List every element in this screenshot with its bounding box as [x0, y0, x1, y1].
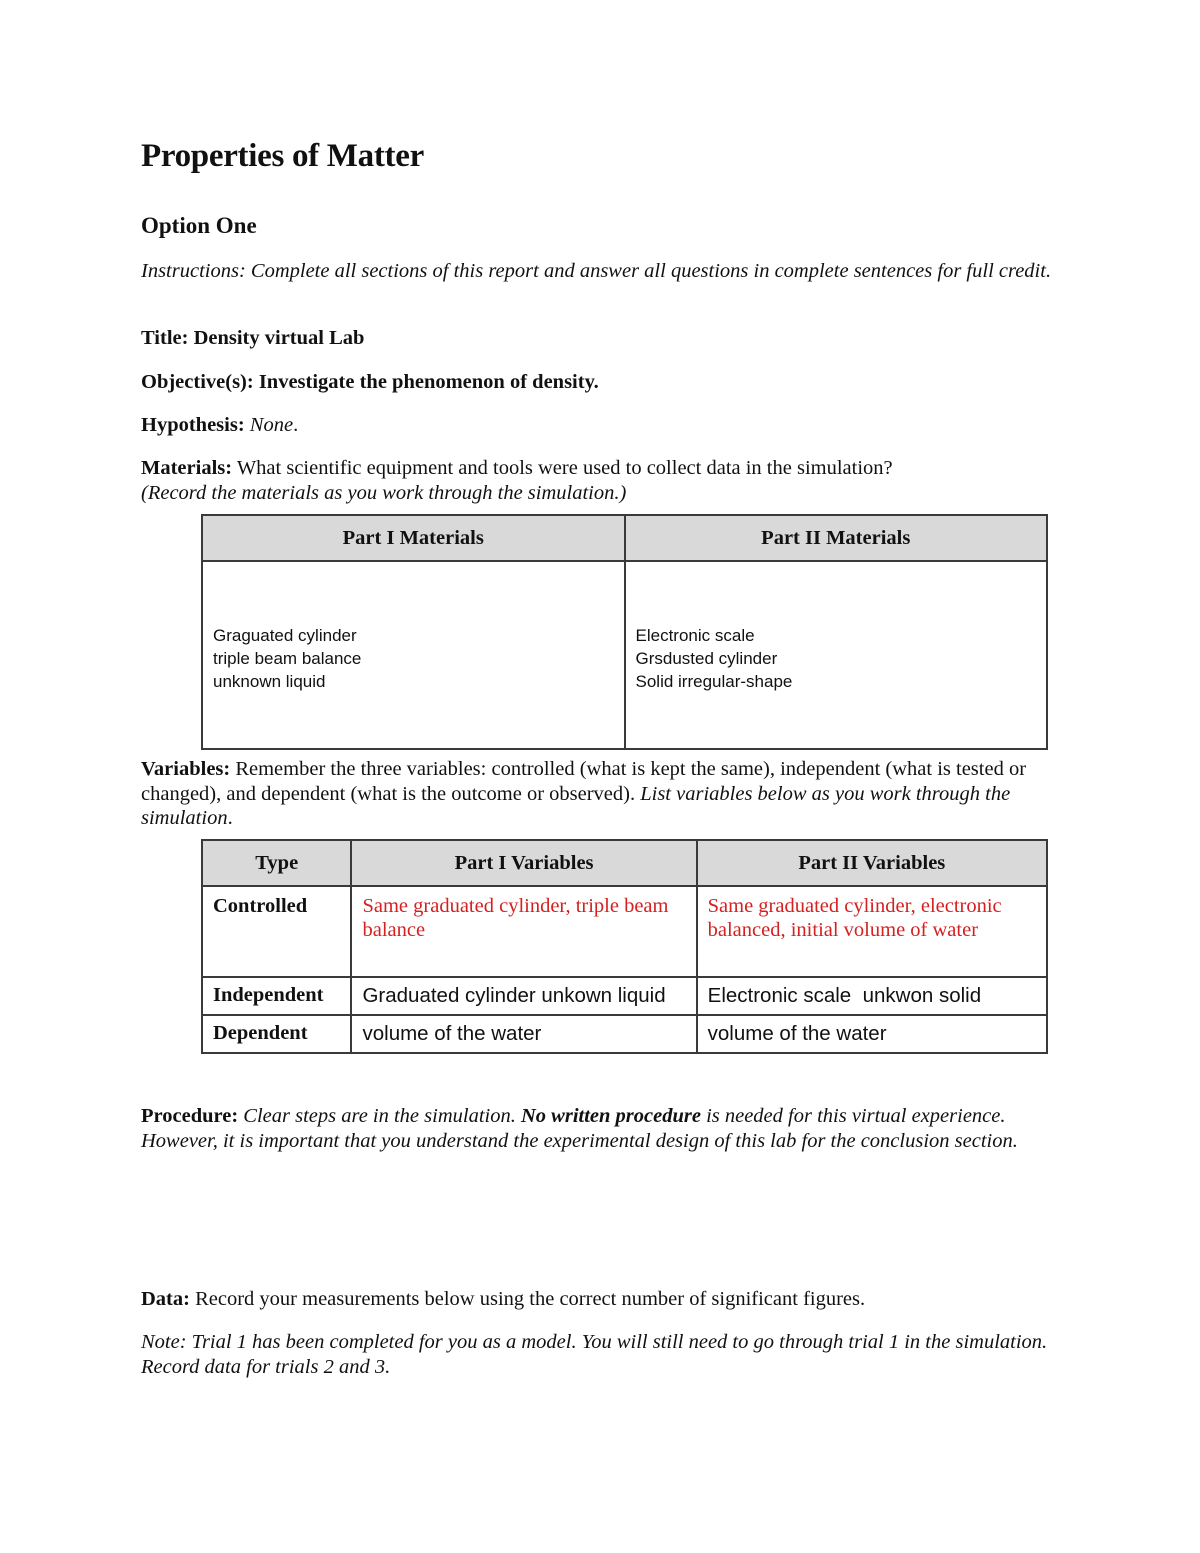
materials-header-part2: Part II Materials	[625, 515, 1048, 561]
data-text: Record your measurements below using the correct number of significant figures.	[189, 1288, 866, 1310]
dependent-part2-cell[interactable]: volume of the water	[697, 1015, 1047, 1053]
hypothesis-label: Hypothesis:	[141, 414, 245, 436]
materials-header-part1: Part I Materials	[202, 515, 625, 561]
materials-text: What scientific equipment and tools were used to collect data in the simulation?	[232, 457, 893, 479]
objective-label: Objective(s):	[141, 371, 254, 393]
option-heading: Option One	[141, 213, 257, 238]
dependent-part1-cell[interactable]: volume of the water	[351, 1015, 696, 1053]
title-value: Density virtual Lab	[188, 327, 365, 349]
material-item: Graguated cylinder	[213, 625, 357, 645]
data-label: Data:	[141, 1288, 190, 1310]
controlled-part2-cell[interactable]: Same graduated cylinder, electronic balanced, initial volume of water	[697, 886, 1047, 977]
variables-header-part2: Part II Variables	[697, 840, 1047, 886]
procedure-line	[141, 1104, 1053, 1153]
procedure-text-1: Clear steps are in the simulation.	[238, 1105, 521, 1127]
materials-table	[201, 514, 1048, 750]
procedure-bold-text: No written procedure	[520, 1105, 701, 1127]
variables-header-type: Type	[202, 840, 351, 886]
materials-line	[141, 456, 1053, 505]
title-label: Title:	[141, 327, 189, 349]
material-item: unknown liquid	[213, 671, 326, 691]
data-line	[141, 1287, 1053, 1312]
variables-note: List variables below as you work through the simulation	[141, 782, 1011, 829]
objective-value: Investigate the phenomenon of density.	[253, 371, 599, 393]
controlled-part1-cell[interactable]: Same graduated cylinder, triple beam balance	[351, 886, 696, 977]
note-line: Note: Trial 1 has been completed for you as a model. You will still need to go through trial 1 in the simulation. Record data for trials 2 and 3.	[141, 1331, 1048, 1378]
materials-note: (Record the materials as you work through the simulation.)	[141, 481, 627, 504]
hypothesis-line	[141, 413, 1053, 438]
variable-type-dependent: Dependent	[202, 1015, 351, 1053]
material-item: Solid irregular-shape	[635, 671, 793, 691]
variables-label: Variables:	[141, 758, 231, 780]
procedure-text-2: is needed for this virtual experience. However, it is important that you understand the experimental design of this lab for the conclusion section.	[141, 1105, 1018, 1152]
table-row	[202, 886, 1047, 977]
materials-label: Materials:	[141, 457, 233, 479]
materials-cell-part1[interactable]	[202, 561, 625, 749]
document-title: Properties of Matter	[141, 138, 424, 174]
procedure-label: Procedure:	[141, 1105, 239, 1127]
materials-cell-part2[interactable]	[625, 561, 1048, 749]
table-row	[202, 977, 1047, 1015]
variable-type-independent: Independent	[202, 977, 351, 1015]
independent-part2-cell[interactable]: Electronic scale unkwon solid	[697, 977, 1047, 1015]
hypothesis-value: None	[249, 414, 294, 436]
material-item: triple beam balance	[213, 648, 362, 668]
variables-suffix: .	[227, 807, 233, 829]
variables-header-part1: Part I Variables	[351, 840, 696, 886]
instructions-text: Instructions: Complete all sections of this report and answer all questions in complete sentences for full credit.	[141, 260, 1052, 282]
material-item: Grsdusted cylinder	[635, 648, 778, 668]
variables-text: Remember the three variables: controlled (what is kept the same), independent (what is tested or changed), and dependent (what is the outcome or observed).	[141, 758, 1027, 805]
variables-line	[141, 757, 1053, 831]
title-line	[141, 326, 1053, 351]
independent-part1-cell[interactable]: Graduated cylinder unkown liquid	[351, 977, 696, 1015]
hypothesis-suffix: .	[293, 414, 299, 436]
objective-line	[141, 370, 1053, 395]
material-item: Electronic scale	[635, 625, 755, 645]
variables-table	[201, 839, 1048, 1054]
variable-type-controlled: Controlled	[202, 886, 351, 977]
table-row	[202, 1015, 1047, 1053]
